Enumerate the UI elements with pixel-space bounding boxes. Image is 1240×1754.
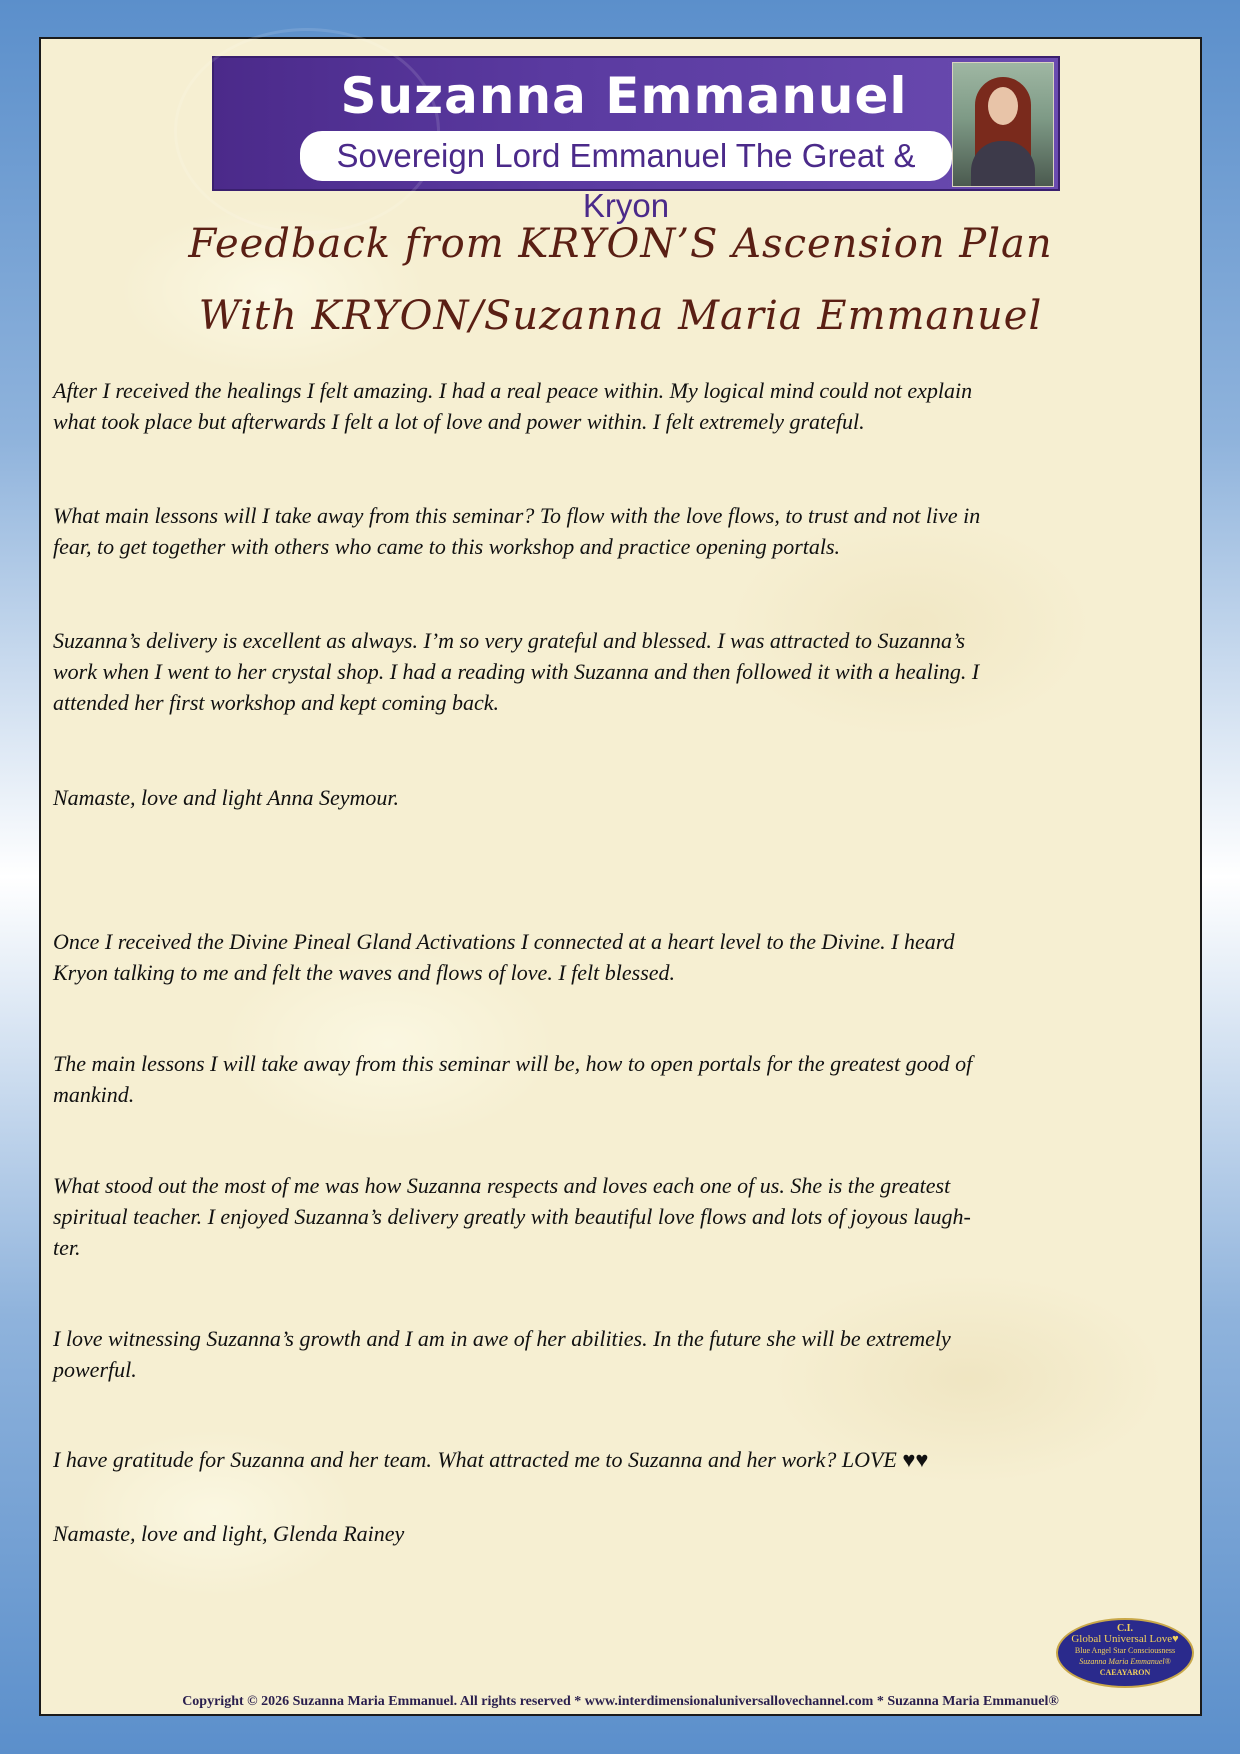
page-title-line-2: With KRYON/Suzanna Maria Emmanuel xyxy=(198,293,1043,339)
page-title-line-1: Feedback from KRYON’S Ascension Plan xyxy=(188,221,1053,267)
feedback-paragraph: I have gratitude for Suzanna and her team. What attracted me to Suzanna and her work? LOVE ♥♥ xyxy=(53,1447,929,1472)
logo-text: Blue Angel Star Consciousness xyxy=(1074,1646,1176,1655)
feedback-paragraph: What main lessons will I take away from this seminar? To flow with the love flows, to trust and not live in fear, to get together with others who came to this workshop and practice opening portals. xyxy=(53,503,981,559)
portrait-photo xyxy=(952,62,1054,187)
logo-text: C.I. xyxy=(1116,1623,1134,1634)
feedback-paragraph: After I received the healings I felt amazing. I had a real peace within. My logical mind could not explain what took place but afterwards I felt a lot of love and power within. I felt extremely grateful. xyxy=(53,378,973,434)
feedback-paragraph: Once I received the Divine Pineal Gland Activations I connected at a heart level to the Divine. I heard Kryon talking to me and felt the waves and flows of love. I felt blessed. xyxy=(53,929,955,985)
copyright-footer: Copyright © 2026 Suzanna Maria Emmanuel. All rights reserved * www.interdimensionaluniversallovechannel.com * Suzanna Maria Emmanuel® xyxy=(182,1694,1059,1709)
banner-subtitle: Sovereign Lord Emmanuel The Great & Kryon xyxy=(300,131,952,181)
global-universal-love-logo xyxy=(1056,1618,1194,1688)
logo-text: Global Universal Love♥ xyxy=(1071,1633,1179,1645)
header-banner xyxy=(212,56,1060,224)
document-page xyxy=(39,37,1202,1716)
feedback-paragraph: The main lessons I will take away from this seminar will be, how to open portals for the greatest good of mankind. xyxy=(53,1051,973,1107)
signature-line: Namaste, love and light Anna Seymour. xyxy=(53,785,400,810)
photo-face xyxy=(988,87,1018,125)
banner-name: Suzanna Emmanuel xyxy=(340,67,908,125)
feedback-paragraph: Suzanna’s delivery is excellent as always. I’m so very grateful and blessed. I was attracted to Suzanna’s work when I went to her crystal shop. I had a reading with Suzanna and then followed it with a healing. I attended her first workshop and kept coming back. xyxy=(53,628,980,715)
feedback-paragraph: What stood out the most of me was how Suzanna respects and loves each one of us. She is the greatest spiritual teacher. I enjoyed Suzanna’s delivery greatly with beautiful love flows and lots of joyous laugh- ter. xyxy=(53,1173,971,1260)
logo-text: CAEAYARON xyxy=(1099,1668,1151,1677)
feedback-paragraph: I love witnessing Suzanna’s growth and I am in awe of her abilities. In the future she will be extremely powerful. xyxy=(53,1326,951,1382)
signature-line: Namaste, love and light, Glenda Rainey xyxy=(53,1521,405,1546)
logo-text: Suzanna Maria Emmanuel® xyxy=(1079,1657,1171,1666)
